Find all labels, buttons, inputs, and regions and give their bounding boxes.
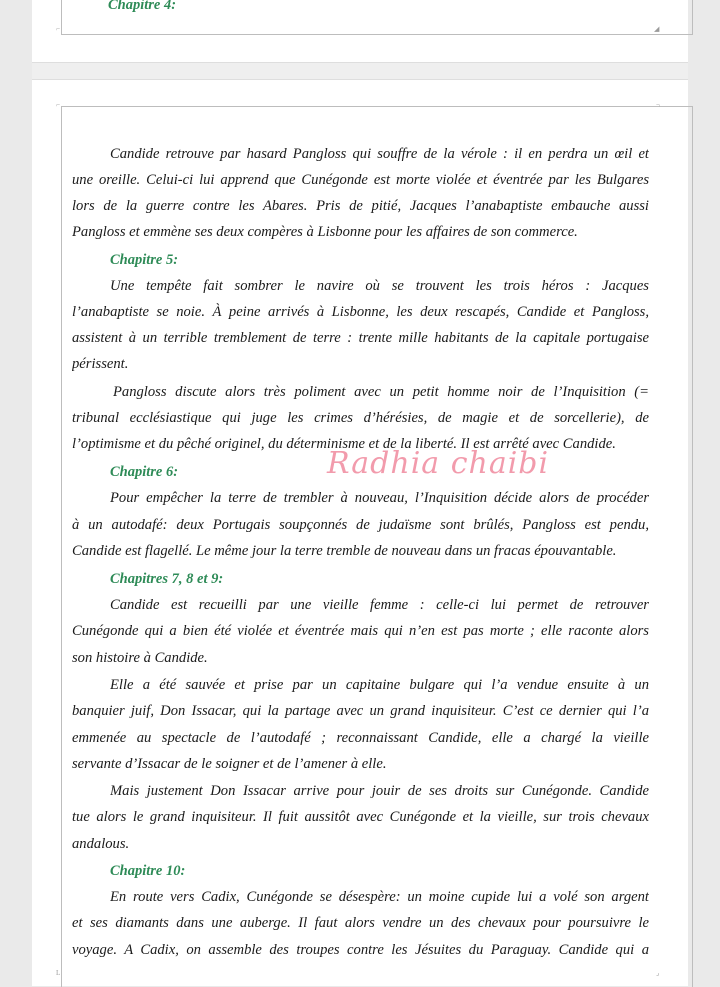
paragraph-line: l’optimisme et du pêché originel, du déterminisme et de la liberté. Il est arrêté avec Candide. — [72, 436, 616, 452]
paragraph-line: Candide retrouve par hasard Pangloss qui souffre de la vérole : il en perdra un œil et — [110, 146, 649, 162]
paragraph-line: Une tempête fait sombrer le navire où se trouvent les trois héros : Jacques — [110, 278, 649, 294]
paragraph-line: périssent. — [72, 356, 129, 372]
corner-mark-icon: ⌟ — [656, 969, 660, 977]
paragraph-line: andalous. — [72, 836, 130, 852]
paragraph-line: à un autodafé: deux Portugais soupçonnés de judaïsme sont brûlés, Pangloss est pendu, — [72, 517, 649, 533]
paragraph-line: et ses diamants dans une auberge. Il faut alors vendre un des chevaux pour poursuivre le — [72, 915, 649, 931]
chapter-10-heading: Chapitre 10: — [110, 863, 186, 879]
paragraph-line: Pangloss et emmène ses deux compères à Lisbonne pour les affaires de son commerce. — [72, 224, 578, 240]
chapters-7-8-9-heading: Chapitres 7, 8 et 9: — [110, 571, 224, 587]
paragraph-line: En route vers Cadix, Cunégonde se désespère: un moine cupide lui a volé son argent — [110, 889, 649, 905]
paragraph-line: tue alors le grand inquisiteur. Il fuit aussitôt avec Cunégonde et la vieille, sur trois chevaux — [72, 809, 649, 825]
paragraph-line: tribunal ecclésiastique qui juge les crimes d’hérésies, de magie et de sorcellerie), de — [72, 410, 649, 426]
paragraph-line: Pangloss discute alors très poliment avec un petit homme noir de l’Inquisition (= — [113, 384, 649, 400]
paragraph-line: Elle a été sauvée et prise par un capitaine bulgare qui l’a vendue ensuite à un — [110, 677, 649, 693]
paragraph-line: Mais justement Don Issacar arrive pour jouir de ses droits sur Cunégonde. Candide — [110, 783, 649, 799]
paragraph-line: une oreille. Celui-ci lui apprend que Cunégonde est morte violée et éventrée par les Bulgares — [72, 172, 649, 188]
paragraph-line: l’anabaptiste se noie. À peine arrivés à Lisbonne, les deux rescapés, Candide et Pangloss, — [72, 304, 649, 320]
paragraph-line: banquier juif, Don Issacar, qui la partage avec un grand inquisiteur. C’est ce dernier qui l’a — [72, 703, 649, 719]
paragraph-line: Candide est flagellé. Le même jour la terre tremble de nouveau dans un fracas épouvantable. — [72, 543, 617, 559]
paragraph-line: emmenée au spectacle de l’autodafé ; reconnaissant Candide, elle a chargé la vieille — [72, 730, 649, 746]
paragraph-line: Pour empêcher la terre de trembler à nouveau, l’Inquisition décide alors de procéder — [110, 490, 649, 506]
paragraph-line: voyage. A Cadix, on assemble des troupes contre les Jésuites du Paraguay. Candide qui a — [72, 942, 649, 958]
paragraph-line: son histoire à Candide. — [72, 650, 208, 666]
chapter-6-heading: Chapitre 6: — [110, 464, 179, 480]
signature-watermark: Radhia chaibi — [327, 446, 550, 481]
corner-mark-icon: ⌐ — [56, 25, 60, 33]
paragraph-line: servante d’Issacar de le soigner et de l’amener à elle. — [72, 756, 387, 772]
paragraph-line: Candide est recueilli par une vieille femme : celle-ci lui permet de retrouver — [110, 597, 649, 613]
corner-mark-icon: ◢ — [654, 25, 660, 33]
corner-mark-icon: L — [56, 969, 61, 977]
paragraph-line: Cunégonde qui a bien été violée et éventrée mais qui n’en est pas morte ; elle raconte alors — [72, 623, 649, 639]
chapter-5-heading: Chapitre 5: — [110, 252, 179, 268]
corner-mark-icon: ¬ — [656, 101, 660, 109]
chapter-4-heading: Chapitre 4: — [108, 0, 177, 13]
paragraph-line: lors de la guerre contre les Abares. Pris de pitié, Jacques l’anabaptiste embauche aussi — [72, 198, 649, 214]
paragraph-line: assistent à un terrible tremblement de terre : trente mille habitants de la capitale portugaise — [72, 330, 649, 346]
page-separator — [32, 62, 688, 80]
corner-mark-icon: ⌐ — [56, 101, 60, 109]
